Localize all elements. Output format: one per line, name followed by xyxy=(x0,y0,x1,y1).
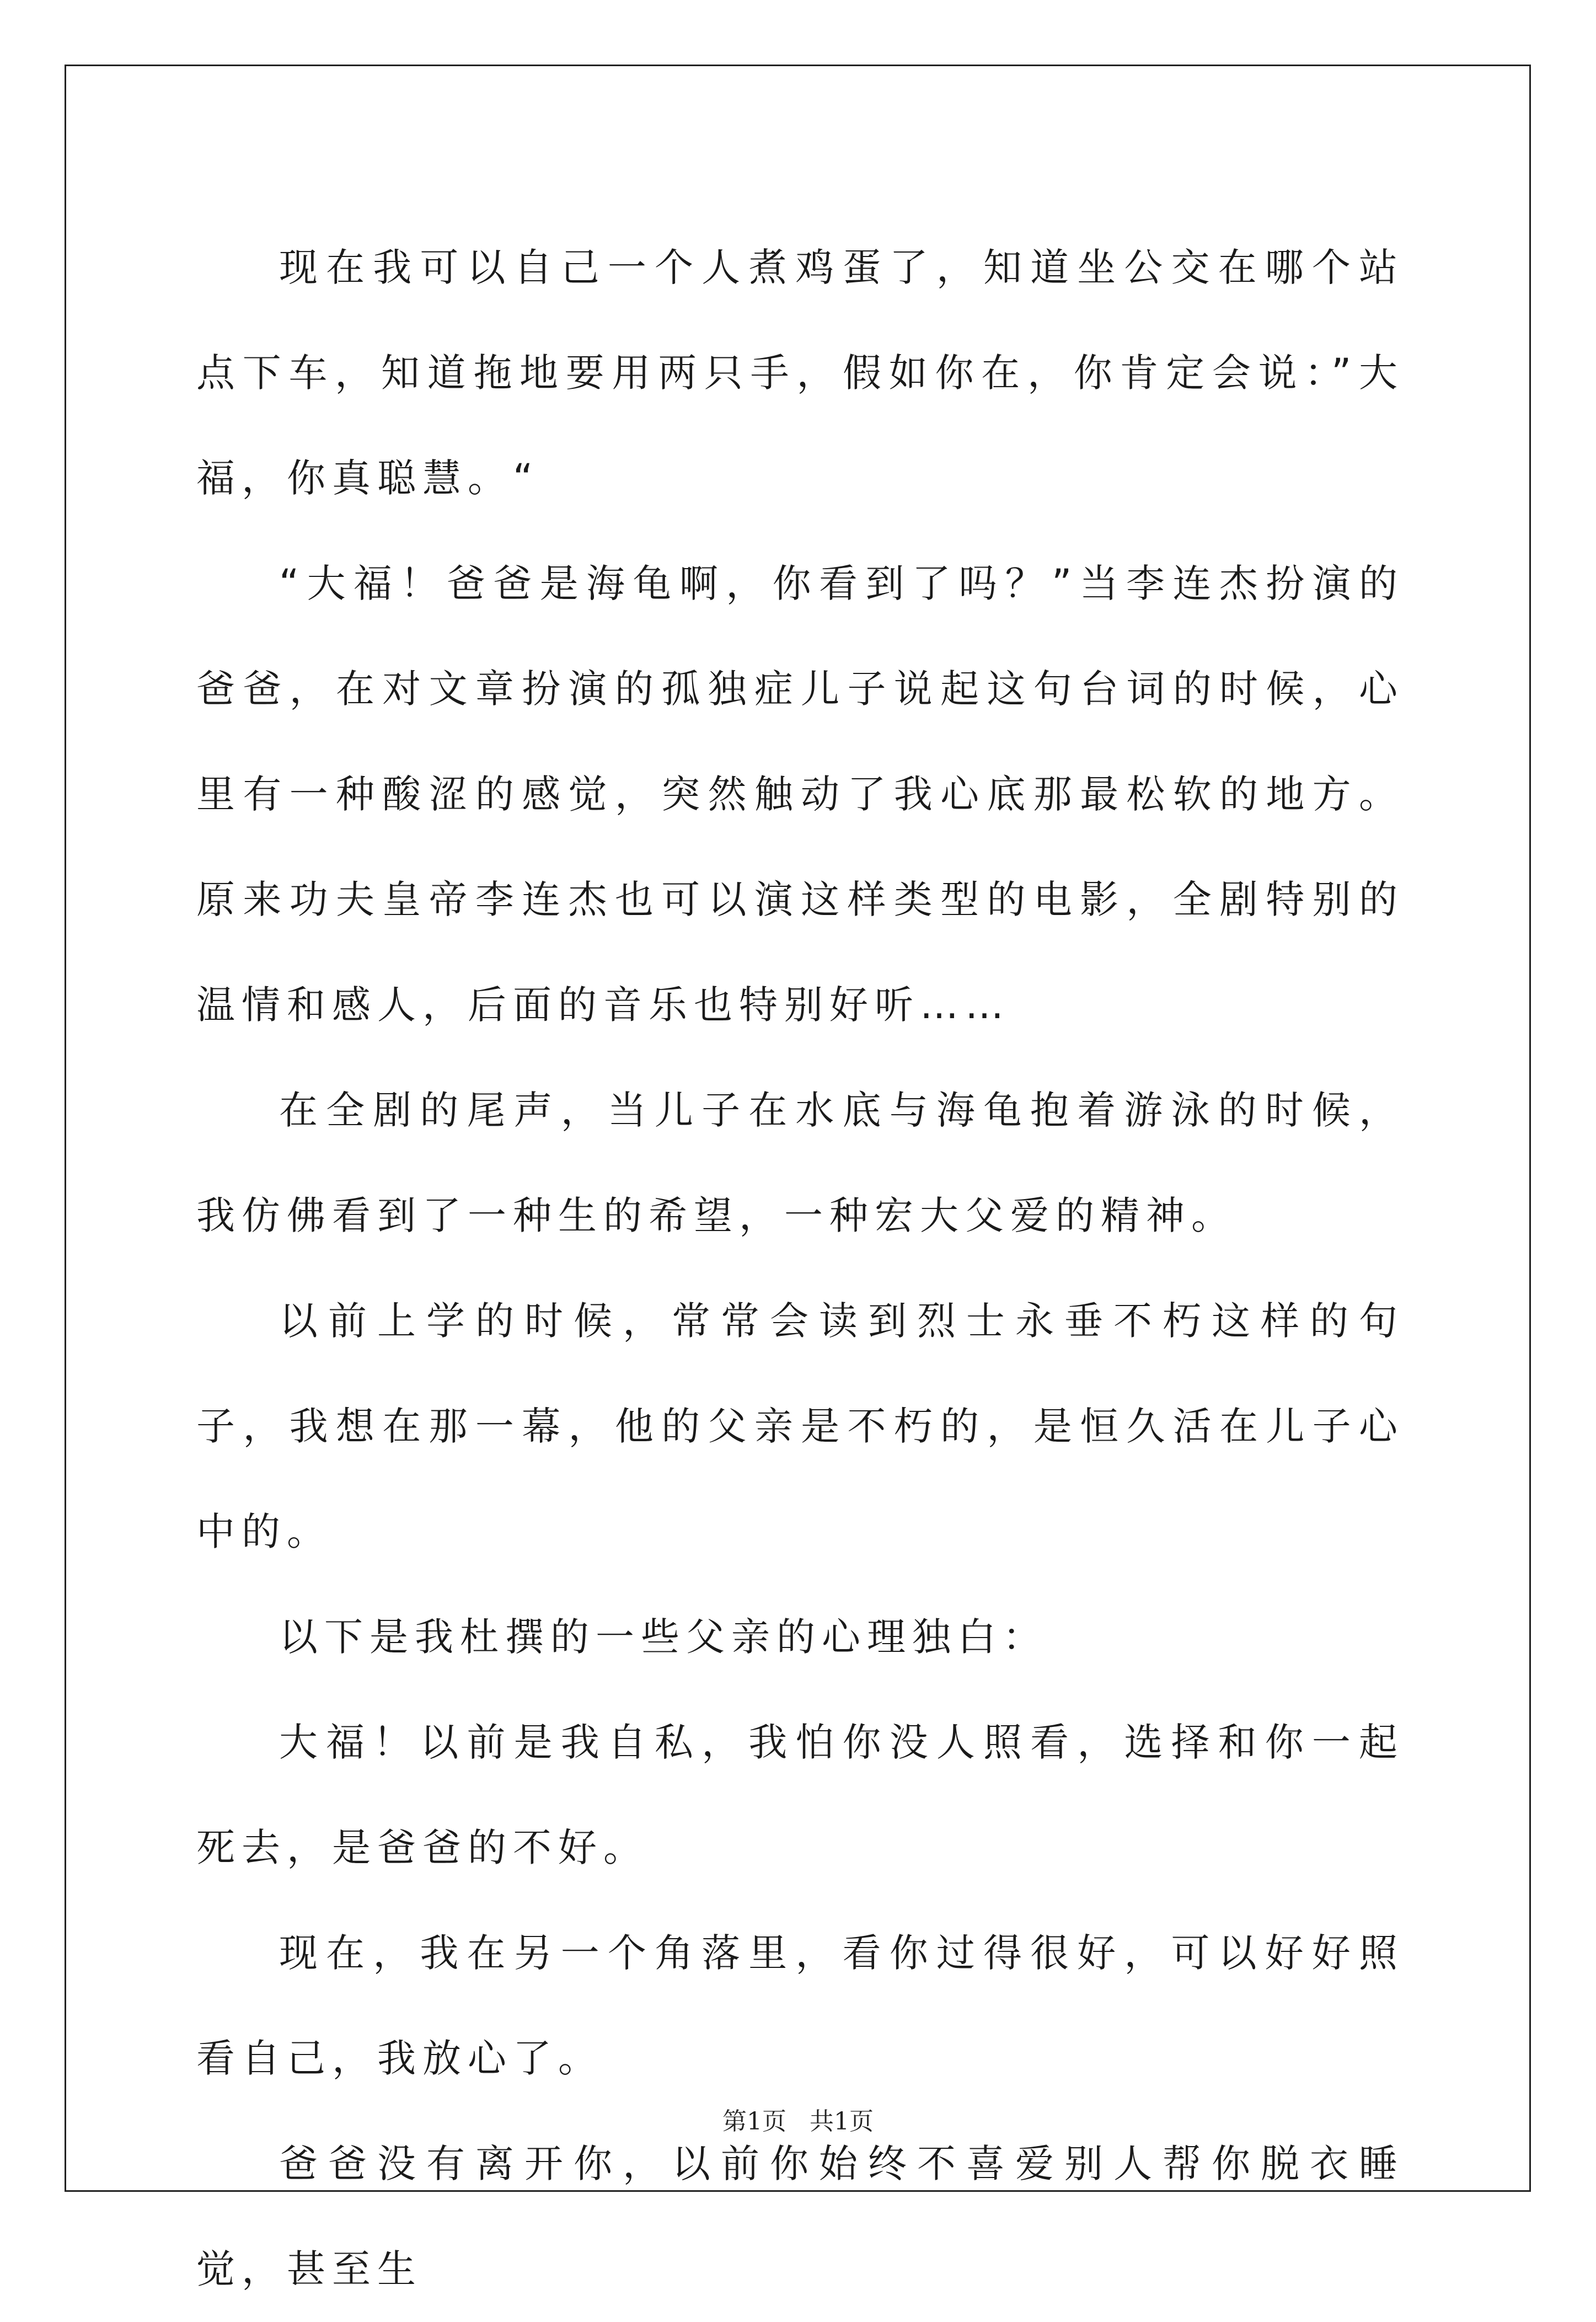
page-number-footer: 第1页 共1页 xyxy=(722,2107,874,2136)
paragraph-6: 大福！以前是我自私，我怕你没人照看，选择和你一起死去，是爸爸的不好。 xyxy=(196,1720,1404,1870)
paragraph-2: “大福！爸爸是海龟啊，你看到了吗？”当李连杰扮演的爸爸，在对文章扮演的孤独症儿子说起这句台词的时候，心里有一种酸涩的感觉，突然触动了我心底那最松软的地方。原来功夫皇帝李连杰也可以演这样类型的电影，全剧特别的温情和感人，后面的音乐也特别好听…… xyxy=(196,561,1404,1028)
document-body xyxy=(196,215,1404,2322)
paragraph-8: 爸爸没有离开你，以前你始终不喜爱别人帮你脱衣睡觉，甚至生 xyxy=(196,2141,1404,2292)
paragraph-7: 现在，我在另一个角落里，看你过得很好，可以好好照看自己，我放心了。 xyxy=(196,1930,1404,2081)
paragraph-4: 以前上学的时候，常常会读到烈士永垂不朽这样的句子，我想在那一幕，他的父亲是不朽的，是恒久活在儿子心中的。 xyxy=(196,1298,1404,1554)
paragraph-3: 在全剧的尾声，当儿子在水底与海龟抱着游泳的时候，我仿佛看到了一种生的希望，一种宏大父爱的精神。 xyxy=(196,1088,1404,1238)
paragraph-5: 以下是我杜撰的一些父亲的心理独白： xyxy=(279,1614,1048,1660)
paragraph-1: 现在我可以自己一个人煮鸡蛋了，知道坐公交在哪个站点下车，知道拖地要用两只手，假如你在，你肯定会说：”大福，你真聪慧。“ xyxy=(196,245,1404,501)
